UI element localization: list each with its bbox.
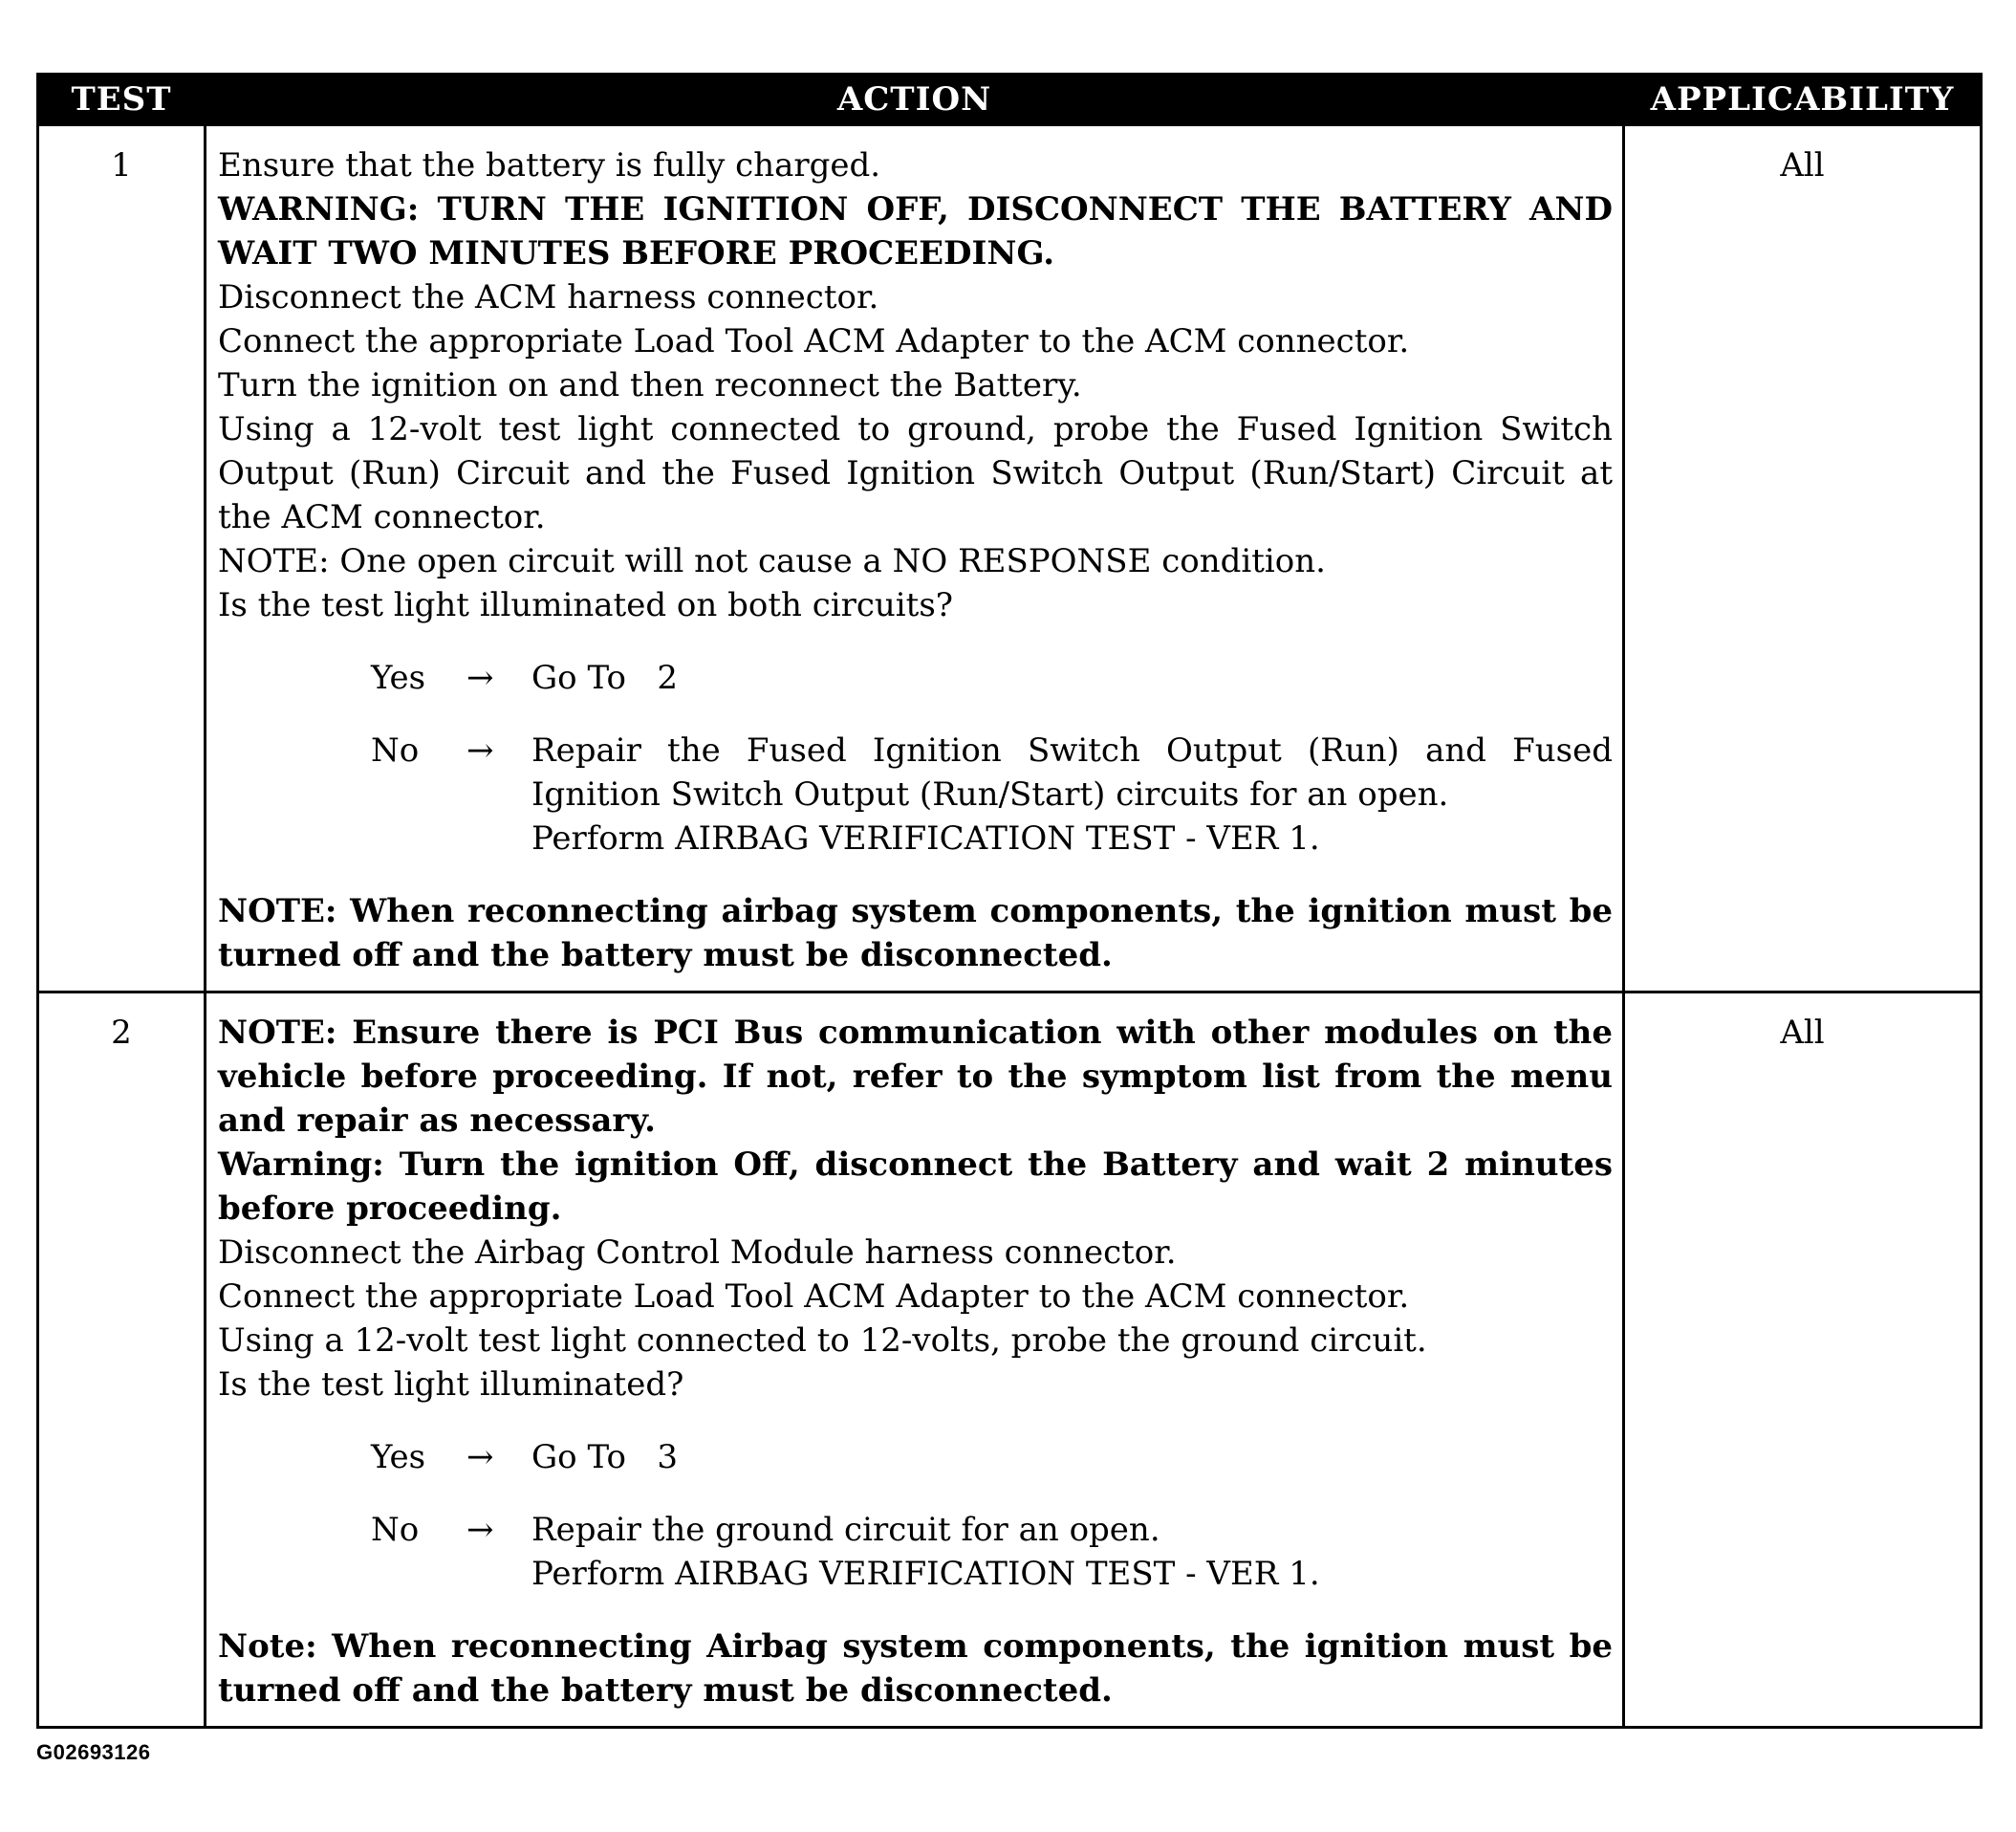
action-line: Disconnect the ACM harness connector. [218,278,879,316]
action-line: Connect the appropriate Load Tool ACM Adapter to the ACM connector. [218,1277,1410,1316]
answer-line: Perform AIRBAG VERIFICATION TEST - VER 1. [531,1555,1320,1593]
answer-label: Yes [371,659,426,697]
answer-list [218,656,1613,861]
action-line: Using a 12-volt test light connected to 12-volts, probe the ground circuit. [218,1321,1427,1360]
answer-label: No [371,731,420,770]
note-line: Note: When reconnecting Airbag system components, the ignition must be turned off and the battery must be disconnected. [218,1627,1613,1710]
table-header-row [38,75,1982,125]
question-line: Is the test light illuminated? [218,1365,684,1404]
action-line: Disconnect the Airbag Control Module harness connector. [218,1233,1177,1272]
right-arrow-icon: → [466,1438,494,1476]
answer-text [531,1435,1613,1479]
answer-line: Go To 2 [531,659,678,697]
table-row [38,125,1982,992]
answer-text [531,656,1613,700]
answer-yes [218,656,1613,700]
action-line: Using a 12-volt test light connected to ground, probe the Fused Ignition Switch Output (Run) Circuit and the Fused Ignition Switch Output (Run/Start) Circuit at the ACM connector. [218,410,1613,536]
right-arrow-icon: → [466,1511,494,1549]
answer-no [218,729,1613,861]
answer-line: Repair the ground circuit for an open. [531,1511,1160,1549]
answer-no [218,1508,1613,1596]
answer-line: Repair the Fused Ignition Switch Output (Run) and Fused Ignition Switch Output (Run/Start) circuits for an open. [531,731,1613,814]
action-line: Turn the ignition on and then reconnect the Battery. [218,366,1082,404]
warning-line: WARNING: TURN THE IGNITION OFF, DISCONNECT THE BATTERY AND WAIT TWO MINUTES BEFORE PROCEEDING. [218,190,1613,273]
answer-list [218,1435,1613,1596]
warning-line: Warning: Turn the ignition Off, disconnect the Battery and wait 2 minutes before proceeding. [218,1145,1613,1228]
note-line: NOTE: Ensure there is PCI Bus communication with other modules on the vehicle before proceeding. If not, refer to the symptom list from the menu and repair as necessary. [218,1014,1613,1140]
answer-yes [218,1435,1613,1479]
applicability-value: All [1624,992,1982,1728]
answer-label: Yes [371,1438,426,1476]
header-action: ACTION [206,75,1624,125]
figure-id: G02693126 [36,1740,151,1764]
action-line: Connect the appropriate Load Tool ACM Adapter to the ACM connector. [218,322,1410,360]
question-line: Is the test light illuminated on both circuits? [218,586,954,624]
action-line: NOTE: One open circuit will not cause a NO RESPONSE condition. [218,542,1326,580]
action-cell [206,992,1624,1728]
answer-line: Perform AIRBAG VERIFICATION TEST - VER 1. [531,819,1320,858]
table-row [38,992,1982,1728]
diagnostic-test-table [36,73,1983,1729]
right-arrow-icon: → [466,659,494,697]
note-line: NOTE: When reconnecting airbag system components, the ignition must be turned off and the battery must be disconnected. [218,892,1613,974]
answer-label: No [371,1511,420,1549]
answer-text [531,1508,1613,1596]
action-cell [206,125,1624,992]
header-applicability: APPLICABILITY [1624,75,1982,125]
answer-text [531,729,1613,861]
test-number: 1 [38,125,206,992]
action-line: Ensure that the battery is fully charged. [218,146,881,185]
test-number: 2 [38,992,206,1728]
applicability-value: All [1624,125,1982,992]
header-test: TEST [38,75,206,125]
answer-line: Go To 3 [531,1438,678,1476]
right-arrow-icon: → [466,731,494,770]
